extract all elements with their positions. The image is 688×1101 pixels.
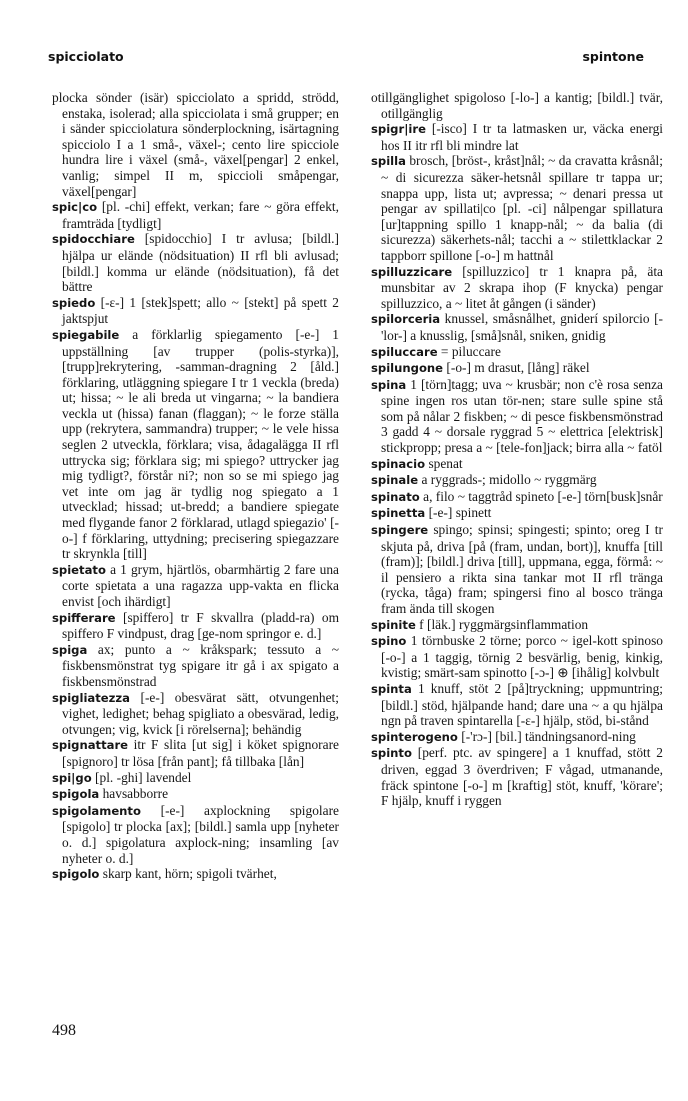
entry-headword: spilluzzicare	[371, 264, 453, 279]
entry-headword: spigolo	[52, 867, 100, 882]
entry-definition: [spilluzzico] tr 1 knapra på, äta munsbitar av 2 skrapa ihop (F knycka) pengar spilluzzico, a ~ litet åt gången (i sänder)	[381, 263, 663, 311]
entry-headword: spinterogeno	[371, 729, 458, 744]
entry-headword: spigola	[52, 787, 100, 802]
dictionary-entry	[52, 610, 339, 642]
dictionary-entry	[52, 562, 339, 610]
dictionary-entry	[371, 153, 663, 263]
dictionary-entry	[52, 803, 339, 866]
entry-definition: brosch, [bröst-, kråst]nål; ~ da cravatta kråsnål; ~ di sicurezza säker-hetsnål spillare tr tappa ur; snappa upp, lista ut; avpressa; ~ denari pressa ut pengar av spillati|co [pl. -ci] nålpengar spillatura [ur]tappning spillo 1 knapp-nål; ~ da balia (di sicurezza) säkerhets-nål; tacchi a ~ stilettklackar 2 tappborr spillone [-o-] m hattnål	[381, 153, 663, 263]
entry-headword: spidocchiare	[52, 232, 135, 247]
entry-definition: a, filo ~ taggtråd spineto [-e-] törn[busk]snår	[423, 488, 663, 504]
dictionary-entry	[52, 786, 339, 803]
dictionary-entry	[52, 231, 339, 294]
dictionary-entry	[371, 90, 663, 121]
entry-definition: [-'rɔ-] [bil.] tändningsanord-ning	[461, 728, 636, 744]
entry-definition: 1 [törn]tagg; uva ~ krusbär; non c'è rosa senza spine ingen ros utan tör-nen; stare sulle spine stå som på nålar 2 fiskben; ~ di pesce fiskbensmönstrad 3 gadd 4 ~ dorsale ryggrad 5 ~ elettrica [elektrisk] stickpropp; presa a ~ [tele-fon]jack; birra alla ~ fatöl	[381, 376, 663, 456]
entry-definition: [spiffero] tr F skvallra (pladd-ra) om spiffero F vindpust, drag [ge-nom springor e. d.]	[62, 609, 339, 642]
dictionary-entry	[52, 642, 339, 690]
dictionary-entry	[371, 360, 663, 377]
entry-headword: spingere	[371, 523, 429, 538]
dictionary-entry	[371, 522, 663, 617]
dictionary-entry	[52, 327, 339, 562]
dictionary-entry	[52, 295, 339, 327]
dictionary-entry	[371, 617, 663, 634]
dictionary-entry	[371, 633, 663, 681]
dictionary-entry	[52, 690, 339, 738]
dictionary-entry	[371, 505, 663, 522]
entry-definition: f [läk.] ryggmärgsinflammation	[419, 616, 589, 632]
dictionary-entry	[52, 737, 339, 769]
entry-definition: otillgänglighet spigoloso [-lo-] a kantig; [bildl.] tvär, otillgänglig	[371, 90, 663, 121]
entry-definition: itr F slita [ut sig] i köket spignorare [spignoro] tr lösa [från pant]; få tillbaka [lån]	[62, 737, 339, 769]
left-column	[52, 90, 339, 883]
dictionary-entry	[371, 311, 663, 343]
entry-headword: spinto	[371, 746, 412, 761]
entry-headword: spinale	[371, 473, 419, 488]
entry-headword: spinite	[371, 617, 416, 632]
dictionary-entry	[371, 681, 663, 729]
entry-definition: [pl. -ghi] lavendel	[95, 769, 192, 785]
dictionary-entry	[371, 745, 663, 808]
entry-definition: plocka sönder (isär) spicciolato a spridd, strödd, enstaka, isolerad; alla spicciolata i små grupper; en i sänder spicciolatura sönderplockning, isärtagning spicciolo I a 1 små-, växel-; cento lire spicciole hundra lire i växel (små-, växel[pengar] 2 enkel, vanlig; simpel II m, spiccioli småpengar, växel[pengar]	[52, 90, 339, 199]
guide-word-right: spintone	[582, 49, 644, 64]
dictionary-entry	[52, 866, 339, 883]
right-column	[371, 90, 663, 809]
dictionary-entry	[371, 344, 663, 361]
entry-headword: spignattare	[52, 738, 129, 753]
entry-headword: spiegabile	[52, 327, 120, 342]
entry-definition: = piluccare	[440, 343, 501, 359]
entry-headword: spilungone	[371, 361, 444, 376]
entry-definition: [-ɛ-] 1 [stek]spett; allo ~ [stekt] på spett 2 jaktspjut	[62, 294, 339, 327]
entry-definition: [pl. -chi] effekt, verkan; fare ~ göra effekt, framträda [tydligt]	[62, 199, 339, 231]
entry-definition: [-e-] spinett	[428, 505, 492, 521]
entry-headword: spietato	[52, 562, 106, 577]
entry-definition: a ryggrads-; midollo ~ ryggmärg	[421, 472, 597, 488]
dictionary-entry	[52, 770, 339, 787]
entry-headword: spilla	[371, 154, 406, 169]
entry-definition: 1 knuff, stöt 2 [på]tryckning; uppmuntring; [bildl.] stöd, hjälpande hand; dare una ~ a qu hjälpa ngn på traven spintarella [-ɛ-] hjälp, stöd, bi-stånd	[381, 680, 663, 729]
dictionary-entry	[371, 121, 663, 153]
entry-headword: spiedo	[52, 295, 96, 310]
entry-definition: ax; punto a ~ kråkspark; tessuto a ~ fiskbensmönstrat tyg spigare itr gå i ax spigato a fiskbensmönstrad	[62, 641, 339, 689]
entry-headword: spiluccare	[371, 344, 438, 359]
entry-headword: spino	[371, 634, 407, 649]
dictionary-entry	[371, 489, 663, 506]
entry-definition: [-e-] obesvärat sätt, otvungenhet; vighet, ledighet; behag spigliato a obesvärad, ledig, otvungen; vig, kvick [i rörelserna]; behändig	[62, 689, 339, 737]
entry-definition: skarp kant, hörn; spigoli tvärhet,	[102, 866, 277, 882]
entry-definition: knussel, småsnålhet, gniderí spilorcio [-'lor-] a knusslig, [små]snål, sniken, gnidig	[381, 311, 663, 343]
dictionary-entry	[371, 729, 663, 746]
entry-headword: spifferare	[52, 610, 116, 625]
guide-word-left: spicciolato	[48, 49, 124, 64]
entry-definition: spenat	[428, 455, 463, 471]
entry-headword: spinta	[371, 681, 412, 696]
entry-definition: spingo; spinsi; spingesti; spinto; oreg I tr skjuta på, driva [på (fram, undan, bort)], knuffa [till (fram)]; [bildl.] driva [till], uppmana, egga, förmå: ~ il pensiero a rikta sina tankar mot II rfl tränga (rycka, tåga) fram; spingersi fino al bosco tränga fram ända till skogen	[381, 522, 663, 616]
dictionary-entry	[52, 199, 339, 231]
entry-headword: spigolamento	[52, 803, 141, 818]
entry-definition: [-isco] I tr ta latmasken ur, väcka energi hos II itr rfl bli mindre lat	[381, 121, 663, 153]
dictionary-entry	[371, 456, 663, 473]
entry-headword: spigr|ire	[371, 122, 426, 137]
entry-headword: spilorceria	[371, 312, 441, 327]
dictionary-entry	[371, 377, 663, 456]
entry-definition: [-e-] axplockning spigolare [spigolo] tr plocka [ax]; [bildl.] samla upp [nyheter o. d.] spigolatura axplock-ning; insamling [av nyheter o. d.]	[62, 802, 339, 866]
dictionary-entry	[371, 472, 663, 489]
entry-definition: [perf. ptc. av spingere] a 1 knuffad, stött 2 driven, eggad 3 överdriven; F vågad, utmanande, fräck spintone [-o-] m [kraftig] stöt, knuff, 'körare'; F hjälp, knuff i ryggen	[381, 745, 663, 809]
entry-headword: spinato	[371, 489, 420, 504]
entry-headword: spigliatezza	[52, 690, 130, 705]
entry-definition: a 1 grym, hjärtlös, obarmhärtig 2 fare una corte spietata a una ragazza upp-vakta en flicka envist [och ihärdigt]	[62, 561, 339, 609]
entry-definition: 1 törnbuske 2 törne; porco ~ igel-kott spinoso [-o-] a 1 taggig, törnig 2 besvärlig, benig, kinkig, kvistig; smärt-sam spinotto [-ɔ-] ⊕ [ihålig] kolvbult	[381, 633, 663, 681]
dictionary-entry	[371, 264, 663, 312]
entry-definition: a förklarlig spiegamento [-e-] 1 uppställning [av trupper (polis-styrka)], [trupp]rekrytering, -samman-dragning 2 [åld.] förklaring, utläggning spiegare I tr 1 veckla (breda) ut; hissa; ~ le ali breda ut vingarna; ~ la bandiera veckla ut (hissa) fanan (flaggan); ~ le forze ställa upp (rekrytera, sammandra) trupper; ~ le vele hissa seglen 2 utveckla, förklara; visa, ådagalägga II rfl uttrycka sig; förklara sig; mi spiego? uttrycker jag mig tydligt?, förstår ni?; non so se mi spiego jag vet inte om jag är tydlig nog spiegato a 1 utvecklad; hissad; ut-bredd; a bandiere spiegate med flygande fanor 2 förklarad, utlagd spiegazio' [-o-] f förklaring, uttydning; precisering spiegazzare tr skrynkla [till]	[62, 326, 339, 562]
entry-headword: spina	[371, 377, 407, 392]
entry-definition: havsabborre	[102, 786, 169, 802]
entry-definition: [-o-] m drasut, [lång] räkel	[446, 360, 590, 376]
entry-headword: spinetta	[371, 506, 426, 521]
entry-definition: [spidocchio] I tr avlusa; [bildl.] hjälpa ur elände (nödsituation) II rfl bli avlusad; [bildl.] komma ur elände (nödsituation), få det bättre	[62, 231, 339, 295]
page-number: 498	[52, 1022, 76, 1039]
entry-headword: spinacio	[371, 456, 426, 471]
entry-headword: spic|co	[52, 200, 98, 215]
entry-headword: spi|go	[52, 770, 92, 785]
dictionary-entry	[52, 90, 339, 199]
entry-headword: spiga	[52, 642, 88, 657]
